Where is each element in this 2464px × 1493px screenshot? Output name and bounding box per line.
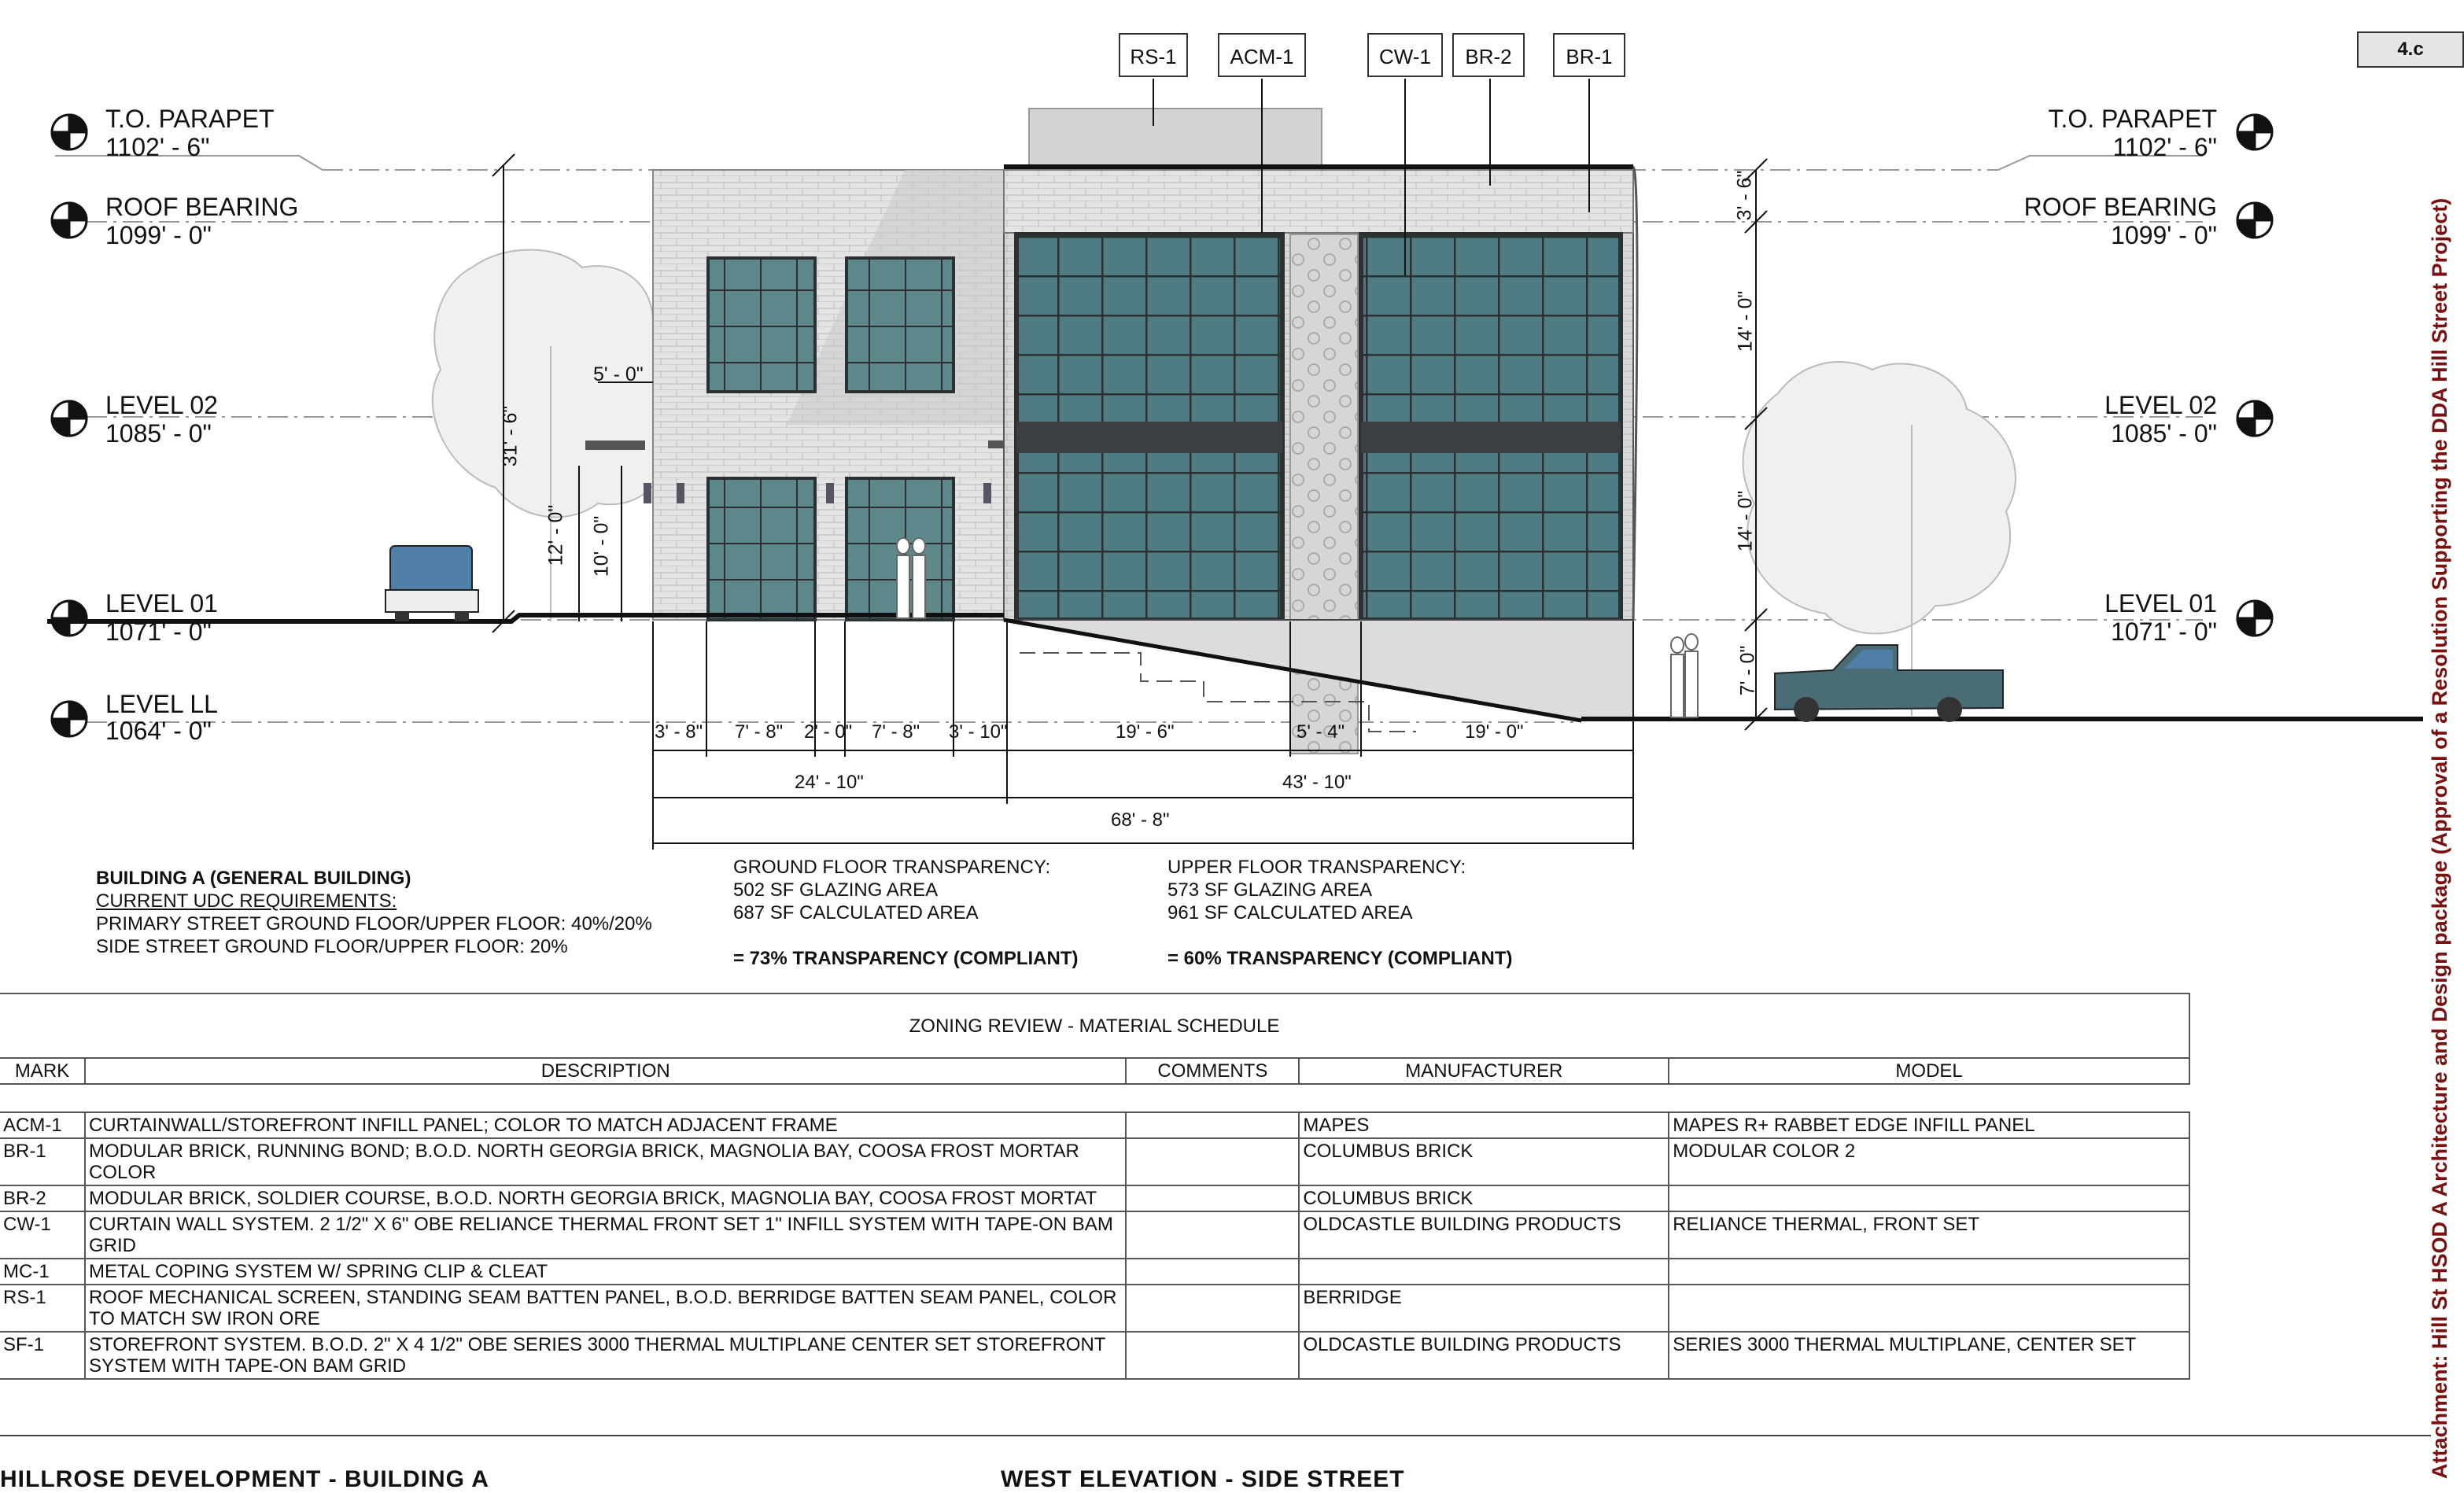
schedule-cell-comments — [1126, 1138, 1299, 1185]
schedule-cell-model: RELIANCE THERMAL, FRONT SET — [1669, 1211, 2189, 1259]
dim-bottom-5: 3' - 10" — [949, 721, 1008, 743]
building-title: BUILDING A (GENERAL BUILDING) — [96, 868, 411, 889]
schedule-cell-manufacturer: COLUMBUS BRICK — [1299, 1185, 1669, 1211]
schedule-cell-description: CURTAIN WALL SYSTEM. 2 1/2" X 6" OBE RELIANCE THERMAL FRONT SET 1" INFILL SYSTEM WITH TAPE-ON BAM GRID — [85, 1211, 1126, 1259]
level-left-parapet-elev: 1102' - 6" — [105, 133, 210, 161]
schedule-cell-comments — [1126, 1259, 1299, 1285]
sheet-number-badge: 4.c — [2357, 31, 2464, 68]
schedule-cell-manufacturer: OLDCASTLE BUILDING PRODUCTS — [1299, 1332, 1669, 1379]
ground-transparency-heading: GROUND FLOOR TRANSPARENCY: — [733, 857, 1051, 878]
schedule-cell-manufacturer: BERRIDGE — [1299, 1285, 1669, 1332]
schedule-cell-manufacturer: MAPES — [1299, 1112, 1669, 1138]
project-title: HILLROSE DEVELOPMENT - BUILDING A — [0, 1466, 489, 1492]
dim-right-14-lower: 14' - 0" — [1734, 490, 1757, 552]
table-row — [0, 1285, 2189, 1332]
schedule-cell-comments — [1126, 1112, 1299, 1138]
schedule-cell-model — [1669, 1185, 2189, 1211]
view-title: WEST ELEVATION - SIDE STREET — [1001, 1466, 1405, 1492]
level-right-02-elev: 1085' - 0" — [2111, 419, 2217, 448]
upper-glazing-area: 573 SF GLAZING AREA — [1167, 879, 1373, 901]
col-header-description: DESCRIPTION — [85, 1058, 1126, 1084]
dim-sub-left: 24' - 10" — [795, 772, 864, 793]
schedule-cell-description: ROOF MECHANICAL SCREEN, STANDING SEAM BATTEN PANEL, B.O.D. BERRIDGE BATTEN SEAM PANEL, COLOR TO MATCH SW IRON ORE — [85, 1285, 1126, 1332]
dim-right-14-upper: 14' - 0" — [1734, 290, 1757, 352]
table-row — [0, 1185, 2189, 1211]
level-left-roof-name: ROOF BEARING — [105, 193, 299, 221]
level-left-parapet-name: T.O. PARAPET — [105, 105, 275, 133]
level-right-parapet-name: T.O. PARAPET — [2048, 105, 2217, 133]
level-right-parapet-elev: 1102' - 6" — [2112, 133, 2217, 161]
dim-overall-height: 31' - 6" — [499, 405, 522, 467]
level-left-ll-name: LEVEL LL — [105, 690, 218, 718]
dim-bottom-7: 5' - 4" — [1297, 721, 1345, 743]
schedule-cell-manufacturer: OLDCASTLE BUILDING PRODUCTS — [1299, 1211, 1669, 1259]
attachment-side-label: Attachment: Hill St HSOD A Architecture and Design package (Approval of a Resolution Supporting the DDA Hill Street Project) — [2428, 197, 2451, 1479]
tag-br2: BR-2 — [1452, 33, 1525, 77]
tag-cw1: CW-1 — [1367, 33, 1443, 77]
schedule-cell-mark: ACM-1 — [0, 1112, 85, 1138]
ground-calculated-area: 687 SF CALCULATED AREA — [733, 902, 979, 923]
col-header-mark: MARK — [0, 1058, 85, 1084]
schedule-cell-mark: CW-1 — [0, 1211, 85, 1259]
level-left-02-elev: 1085' - 0" — [105, 419, 212, 448]
schedule-cell-manufacturer: COLUMBUS BRICK — [1299, 1138, 1669, 1185]
col-header-model: MODEL — [1669, 1058, 2189, 1084]
dim-total: 68' - 8" — [1111, 809, 1170, 831]
level-left-01-name: LEVEL 01 — [105, 589, 218, 617]
dim-right-3-6: 3' - 6" — [1733, 170, 1756, 221]
dim-height-10: 10' - 0" — [590, 515, 613, 577]
schedule-cell-comments — [1126, 1332, 1299, 1379]
schedule-cell-model — [1669, 1285, 2189, 1332]
schedule-cell-model: MAPES R+ RABBET EDGE INFILL PANEL — [1669, 1112, 2189, 1138]
level-right-roof-elev: 1099' - 0" — [2111, 221, 2217, 249]
udc-heading: CURRENT UDC REQUIREMENTS: — [96, 890, 397, 912]
schedule-cell-model: MODULAR COLOR 2 — [1669, 1138, 2189, 1185]
schedule-cell-comments — [1126, 1185, 1299, 1211]
level-left-01-elev: 1071' - 0" — [105, 617, 212, 646]
car-left — [385, 546, 478, 621]
table-row — [0, 1138, 2189, 1185]
schedule-cell-comments — [1126, 1211, 1299, 1259]
schedule-cell-manufacturer — [1299, 1259, 1669, 1285]
dim-bottom-3: 2' - 0" — [804, 721, 853, 743]
schedule-cell-mark: MC-1 — [0, 1259, 85, 1285]
dim-bottom-8: 19' - 0" — [1465, 721, 1524, 743]
upper-calculated-area: 961 SF CALCULATED AREA — [1167, 902, 1413, 923]
schedule-cell-description: CURTAINWALL/STOREFRONT INFILL PANEL; COLOR TO MATCH ADJACENT FRAME — [85, 1112, 1126, 1138]
dim-bottom-2: 7' - 8" — [735, 721, 784, 743]
level-left-02-name: LEVEL 02 — [105, 391, 218, 419]
pickup-truck — [1775, 645, 2003, 722]
schedule-cell-model — [1669, 1259, 2189, 1285]
col-header-manufacturer: MANUFACTURER — [1299, 1058, 1669, 1084]
level-left-roof-elev: 1099' - 0" — [105, 221, 212, 249]
dim-bottom-1: 3' - 8" — [655, 721, 703, 743]
level-left-ll-elev: 1064' - 0" — [105, 717, 212, 745]
level-right-02-name: LEVEL 02 — [2104, 391, 2217, 419]
table-row — [0, 1332, 2189, 1379]
schedule-cell-comments — [1126, 1285, 1299, 1332]
schedule-cell-mark: RS-1 — [0, 1285, 85, 1332]
table-row — [0, 1211, 2189, 1259]
upper-transparency-heading: UPPER FLOOR TRANSPARENCY: — [1167, 857, 1466, 878]
schedule-cell-model: SERIES 3000 THERMAL MULTIPLANE, CENTER SET — [1669, 1332, 2189, 1379]
dim-bottom-6: 19' - 6" — [1116, 721, 1175, 743]
material-schedule-table — [0, 993, 2190, 1380]
schedule-cell-description: STOREFRONT SYSTEM. B.O.D. 2" X 4 1/2" OBE SERIES 3000 THERMAL MULTIPLANE CENTER SET STOREFRONT SYSTEM WITH TAPE-ON BAM GRID — [85, 1332, 1126, 1379]
schedule-cell-description: MODULAR BRICK, RUNNING BOND; B.O.D. NORTH GEORGIA BRICK, MAGNOLIA BAY, COOSA FROST MORTAR COLOR — [85, 1138, 1126, 1185]
col-header-comments: COMMENTS — [1126, 1058, 1299, 1084]
table-row — [0, 1259, 2189, 1285]
dim-bottom-4: 7' - 8" — [872, 721, 920, 743]
dim-height-12: 12' - 0" — [544, 504, 567, 566]
tag-rs1: RS-1 — [1119, 33, 1188, 77]
canopy — [585, 441, 645, 450]
level-right-01-elev: 1071' - 0" — [2111, 617, 2217, 646]
schedule-title: ZONING REVIEW - MATERIAL SCHEDULE — [0, 993, 2189, 1058]
udc-line-2: SIDE STREET GROUND FLOOR/UPPER FLOOR: 20% — [96, 936, 568, 957]
level-right-01-name: LEVEL 01 — [2104, 589, 2217, 617]
ground-glazing-area: 502 SF GLAZING AREA — [733, 879, 939, 901]
schedule-cell-description: MODULAR BRICK, SOLDIER COURSE, B.O.D. NORTH GEORGIA BRICK, MAGNOLIA BAY, COOSA FROST MORTAT — [85, 1185, 1126, 1211]
schedule-cell-description: METAL COPING SYSTEM W/ SPRING CLIP & CLEAT — [85, 1259, 1126, 1285]
schedule-cell-mark: BR-2 — [0, 1185, 85, 1211]
dim-canopy-width: 5' - 0" — [593, 363, 644, 385]
udc-line-1: PRIMARY STREET GROUND FLOOR/UPPER FLOOR: 40%/20% — [96, 913, 652, 935]
table-row — [0, 1112, 2189, 1138]
tag-br1: BR-1 — [1553, 33, 1625, 77]
ground-transparency-result: = 73% TRANSPARENCY (COMPLIANT) — [733, 948, 1079, 969]
dim-right-7: 7' - 0" — [1736, 645, 1759, 696]
schedule-cell-mark: BR-1 — [0, 1138, 85, 1185]
level-right-roof-name: ROOF BEARING — [2023, 193, 2217, 221]
schedule-cell-mark: SF-1 — [0, 1332, 85, 1379]
footer-rule — [0, 1435, 2431, 1436]
upper-transparency-result: = 60% TRANSPARENCY (COMPLIANT) — [1167, 948, 1513, 969]
dim-sub-right: 43' - 10" — [1282, 772, 1352, 793]
roof-screen-rs1 — [1029, 109, 1322, 170]
tag-acm1: ACM-1 — [1218, 33, 1306, 77]
